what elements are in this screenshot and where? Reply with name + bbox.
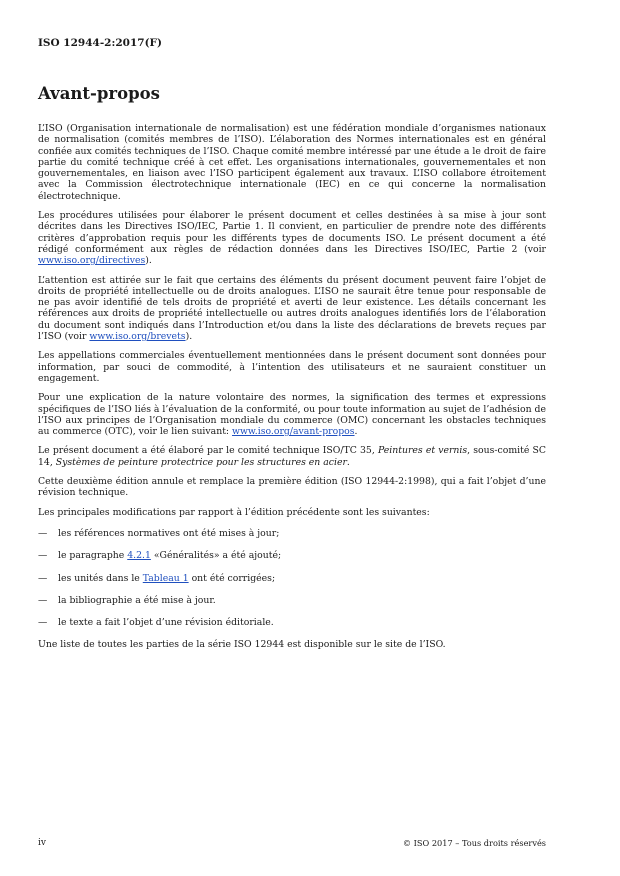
paragraph-committee	[38, 445, 546, 468]
paragraph-trade-names: Les appellations commerciales éventuellement mentionnées dans le présent document sont données pour information, par souci de commodité, à l’intention des utilisateurs et ne sauraient constituer un engagement.	[38, 350, 546, 384]
list-item-text: les références normatives ont été mises à jour;	[58, 527, 280, 539]
paragraph-text: Pour une explication de la nature volontaire des normes, la signification des termes et expressions spécifiques de l’ISO liés à l’évaluation de la conformité, ou pour toute information au sujet de l’adhésion de l’ISO aux principes de l’Organisation mondiale du commerce (OMC) concernant les obstacles techniques au commerce (OTC), voir le lien suivant:	[38, 392, 546, 438]
list-dash: —	[38, 617, 48, 629]
list-item-text-after: ont été corrigées;	[188, 572, 276, 584]
paragraph-patents	[38, 275, 546, 343]
paragraph-text: Le présent document a été élaboré par le comité technique ISO/TC 35,	[38, 445, 378, 457]
changes-list	[38, 528, 546, 628]
page-title: Avant-propos	[38, 84, 160, 103]
copyright-notice: © ISO 2017 – Tous droits réservés	[402, 838, 546, 848]
list-item-text-before: les unités dans le	[58, 572, 143, 584]
paragraph-text: Les procédures utilisées pour élaborer le présent document et celles destinées à sa mise à jour sont décrites dans les Directives ISO/IEC, Partie 1. Il convient, en particulier de prendre note des différents critères d’approbation requis pour les différents types de documents ISO. Le présent document a été rédigé conformément aux règles de rédaction données dans les Directives ISO/IEC, Partie 2 (voir	[38, 210, 546, 255]
committee-title: Peintures et vernis	[377, 445, 468, 457]
paragraph-text-end: .	[354, 426, 358, 438]
clause-4-2-1-link[interactable]: 4.2.1	[127, 550, 151, 562]
document-body	[38, 123, 546, 659]
patents-link[interactable]: www.iso.org/brevets	[89, 331, 186, 343]
list-item	[38, 550, 546, 561]
list-item	[38, 528, 546, 539]
list-dash: —	[38, 550, 48, 562]
paragraph-text: L’attention est attirée sur le fait que certains des éléments du présent document peuvent faire l’objet de droits de propriété intellectuelle ou de droits analogues. L’ISO ne saurait être tenue pour responsable de ne pas avoir identifié de tels droits de propriété et averti de leur existence. Les détails concernant les références aux droits de propriété intellectuelle ou autres droits analogues identifiés lors de l’élaboration du document sont indiqués dans l’Introduction et/ou dans la liste des déclarations de brevets reçues par l’ISO (voir	[38, 274, 546, 343]
paragraph-text-end: ).	[145, 255, 152, 267]
list-dash: —	[38, 572, 48, 584]
paragraph-text-end: ).	[185, 331, 193, 343]
paragraph-voluntary-nature	[38, 392, 546, 437]
list-item-text: le texte a fait l’objet d’une révision éditoriale.	[58, 617, 274, 629]
paragraph-iso-intro: L’ISO (Organisation internationale de normalisation) est une fédération mondiale d’organismes nationaux de normalisation (comités membres de l’ISO). L’élaboration des Normes internationales est en général confiée aux comités techniques de l’ISO. Chaque comité membre intéressé par une étude a le droit de faire partie du comité technique créé à cet effet. Les organisations internationales, gouvernementales et non gouvernementales, en liaison avec l’ISO participent également aux travaux. L’ISO collabore étroitement avec la Commission électrotechnique internationale (IEC) en ce qui concerne la normalisation électrotechnique.	[38, 123, 546, 202]
list-item	[38, 595, 546, 606]
subcommittee-title: Systèmes de peinture protectrice pour les structures en acier	[55, 456, 347, 468]
document-id: ISO 12944-2:2017(F)	[38, 37, 162, 49]
list-item-text	[58, 573, 275, 584]
foreword-link[interactable]: www.iso.org/avant-propos	[232, 426, 355, 438]
list-dash: —	[38, 527, 48, 539]
directives-link[interactable]: www.iso.org/directives	[38, 255, 146, 267]
paragraph-text-mid: , sous-comité SC 14,	[38, 445, 546, 468]
list-item-text-before: le paragraphe	[58, 550, 128, 562]
list-item-text	[58, 550, 281, 561]
paragraph-series-parts: Une liste de toutes les parties de la série ISO 12944 est disponible sur le site de l’ISO.	[38, 639, 446, 651]
page-number: iv	[38, 838, 46, 848]
paragraph-edition: Cette deuxième édition annule et remplace la première édition (ISO 12944-2:1998), qui a fait l’objet d’une révision technique.	[38, 476, 546, 499]
paragraph-text-end: .	[346, 456, 350, 468]
list-item-text: la bibliographie a été mise à jour.	[58, 594, 216, 606]
list-item	[38, 617, 546, 628]
paragraph-procedures	[38, 210, 546, 266]
list-item-text-after: «Généralités» a été ajouté;	[150, 550, 282, 562]
list-item	[38, 573, 546, 584]
paragraph-changes-intro: Les principales modifications par rapport à l’édition précédente sont les suivantes:	[38, 506, 430, 518]
table-1-link[interactable]: Tableau 1	[142, 572, 189, 584]
list-dash: —	[38, 594, 48, 606]
